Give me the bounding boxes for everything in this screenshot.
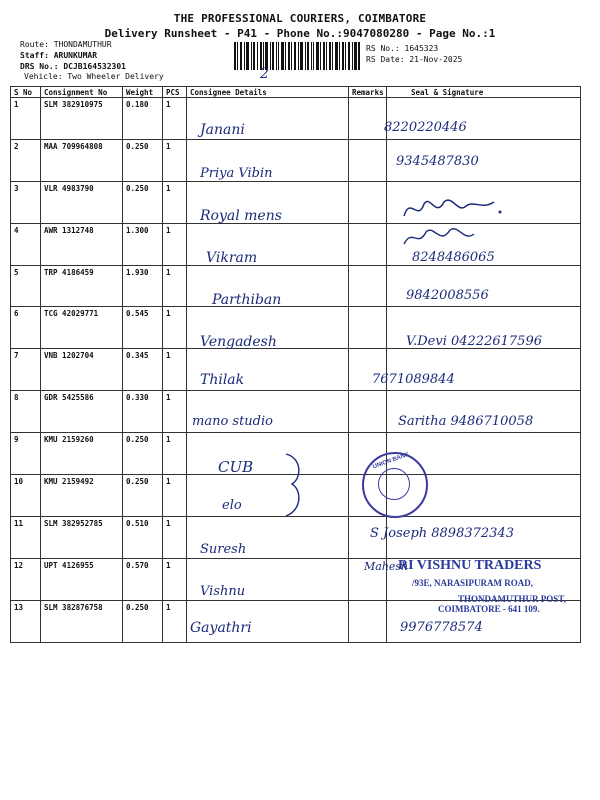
handwritten-mark: 2	[260, 66, 269, 82]
consignee-name: Janani	[200, 122, 245, 138]
consignee-name: Vengadesh	[200, 334, 277, 350]
consignee-name: Priya Vibin	[200, 166, 273, 181]
consignee-name: Royal mens	[200, 208, 282, 224]
consignee-name: Thilak	[200, 372, 245, 388]
table-row: 7 VNB 1202704 0.345 1	[11, 349, 581, 391]
route-text: Route: THONDAMUTHUR	[20, 40, 112, 49]
consignee-name: Suresh	[200, 542, 247, 557]
signature: V.Devi 04222617596	[406, 334, 542, 349]
table-row: 12 UPT 4126955 0.570 1	[11, 558, 581, 600]
consignee-name: Parthiban	[212, 292, 282, 308]
table-row: 3 VLR 4983790 0.250 1	[11, 181, 581, 223]
drs-text: DRS No.: DCJB164532301	[20, 62, 126, 71]
table-row: 6 TCG 42029771 0.545 1	[11, 307, 581, 349]
consignee-name: Gayathri	[190, 620, 252, 636]
bank-stamp: UNION BANK	[362, 452, 428, 518]
staff-text: Staff: ARUNKUMAR	[20, 51, 98, 60]
vehicle-text: Vehicle: Two Wheeler Delivery	[24, 72, 164, 81]
table-header-row	[11, 87, 581, 98]
table-row: 8 GDR 5425586 0.330 1	[11, 391, 581, 433]
signature: 8220220446	[384, 120, 467, 135]
table-row: 10 KMU 2159492 0.250 1	[11, 475, 581, 517]
page-title: THE PROFESSIONAL COURIERS, COIMBATORE	[173, 12, 427, 25]
barcode-image	[234, 42, 360, 70]
col-sno: S No	[11, 87, 41, 98]
table-row: 9 KMU 2159260 0.250 1	[11, 433, 581, 475]
signature: Saritha 9486710058	[398, 414, 534, 429]
signature: 9345487830	[396, 154, 479, 169]
consignee-name: Vikram	[206, 250, 258, 266]
signature: S Joseph 8898372343	[370, 526, 514, 541]
brace-mark	[280, 452, 310, 518]
trader-signature: Mahesh	[364, 560, 409, 573]
trader-stamp: RI VISHNU TRADERS /93E, NARASIPURAM ROAD, THONDAMUTHUR POST, COIMBATORE - 641 109.	[398, 558, 566, 614]
table-row: 2 MAA 709964808 0.250 1	[11, 139, 581, 181]
rs-date-text: RS Date: 21-Nov-2025	[366, 55, 463, 64]
consignee-name: elo	[222, 498, 242, 513]
consignee-name: CUB	[218, 458, 254, 476]
table-row: 1 SLM 382910975 0.180 1	[11, 98, 581, 140]
page-subtitle: Delivery Runsheet - P41 - Phone No.:9047080280 - Page No.:1	[104, 27, 496, 40]
signature: 9842008556	[406, 288, 489, 303]
table-row: 13 SLM 382876758 0.250 1	[11, 600, 581, 642]
rs-no-text: RS No.: 1645323	[366, 44, 439, 53]
col-pcs: PCS	[163, 87, 187, 98]
signature: 8248486065	[412, 250, 495, 265]
table-row: 11 SLM 382952785 0.510 1	[11, 516, 581, 558]
signature: 7671089844	[372, 372, 455, 387]
consignee-name: Vishnu	[200, 584, 246, 599]
col-weight: Weight	[123, 87, 163, 98]
col-seal: Seal & Signature	[387, 87, 581, 98]
col-consignee: Consignee Details	[187, 87, 349, 98]
table-row: 5 TRP 4186459 1.930 1	[11, 265, 581, 307]
consignee-name: mano studio	[192, 414, 273, 429]
signature: 9976778574	[400, 620, 483, 635]
col-consignment: Consignment No	[41, 87, 123, 98]
col-remarks: Remarks	[349, 87, 387, 98]
table-row: 4 AWR 1312748 1.300 1	[11, 223, 581, 265]
signature-scribble	[400, 222, 480, 252]
